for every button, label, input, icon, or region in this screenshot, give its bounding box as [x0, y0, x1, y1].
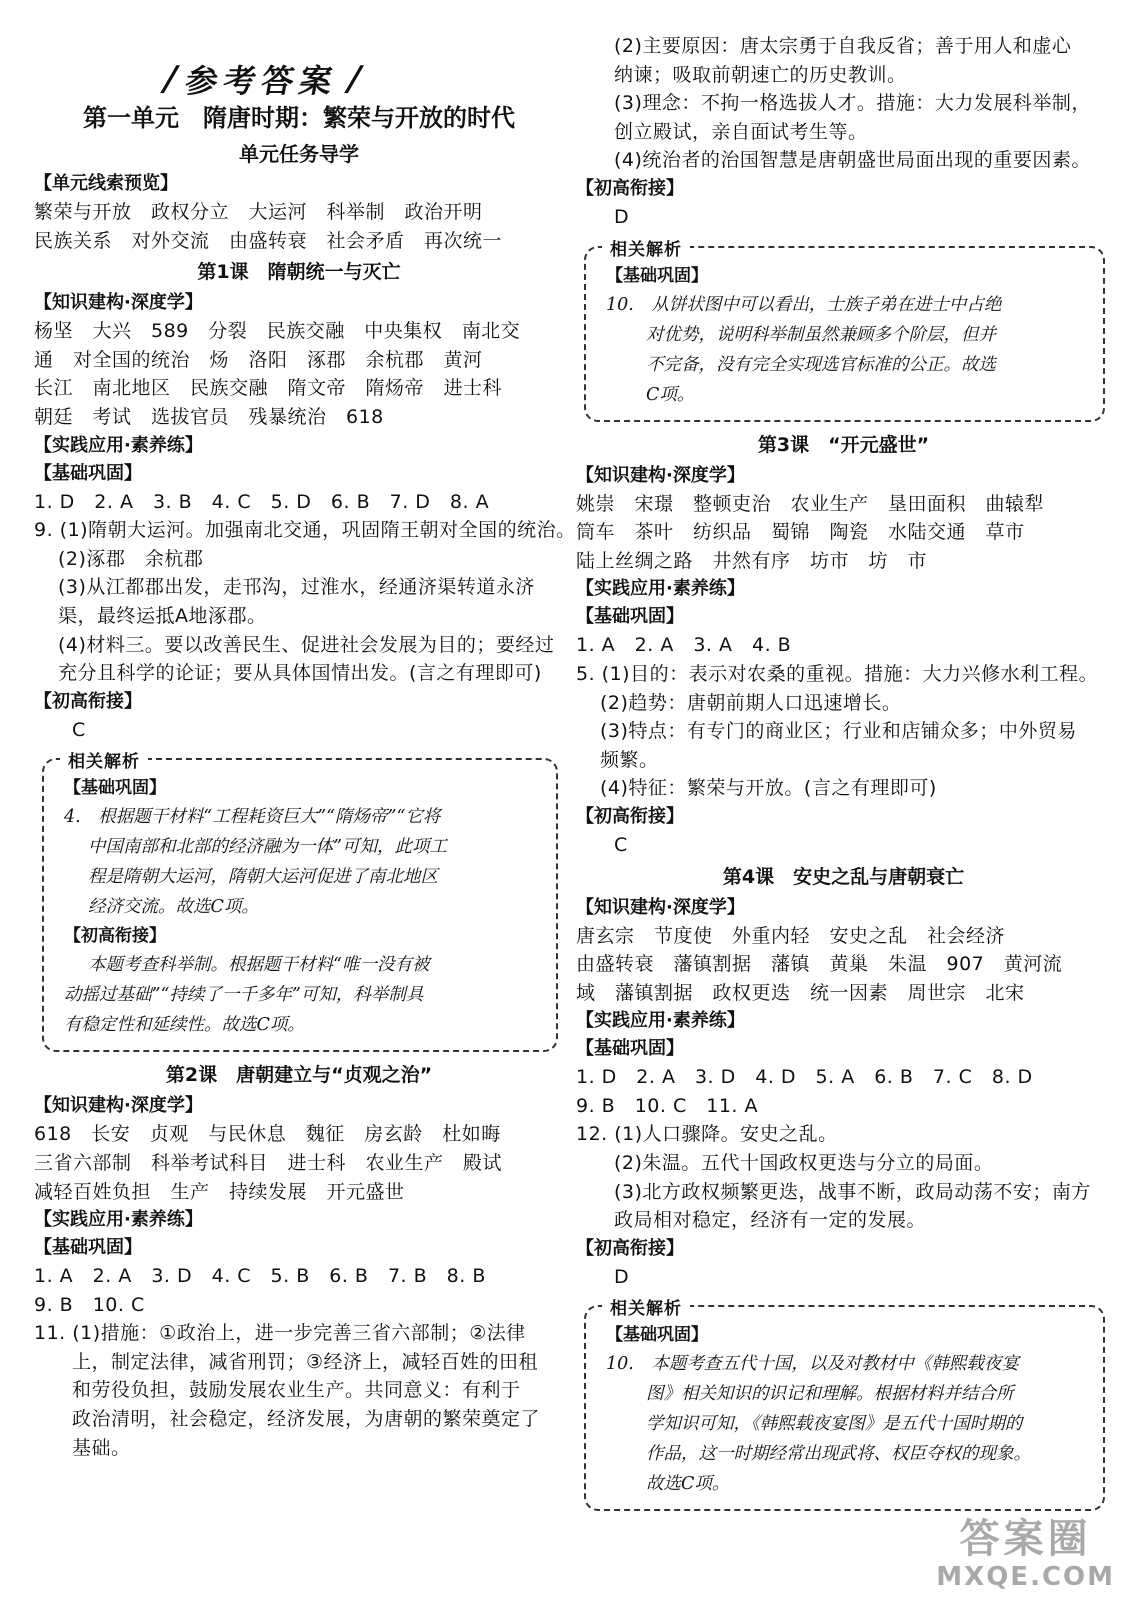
text-line: 图》相关知识的识记和理解。根据材料并结合所	[646, 1384, 1014, 1405]
text-line: 动摇过基础”“持续了一千多年”可知，科举制具	[64, 985, 424, 1006]
answer-line: C	[614, 833, 628, 856]
text-line: 杨坚 大兴 589 分裂 民族交融 中央集权 南北交	[34, 320, 521, 343]
section-header: 【单元线索预览】	[34, 173, 178, 194]
section-header: 【实践应用·素养练】	[576, 578, 745, 600]
text-line: 4. 根据题干材料“工程耗资巨大”“隋炀帝”“它将	[64, 807, 441, 828]
left-column	[34, 0, 576, 1462]
lesson-title: 第1课 隋朝统一与灭亡	[197, 261, 401, 284]
text-line: 故选C项。	[646, 1474, 730, 1495]
analysis-text	[606, 1349, 1085, 1499]
answer-line: 充分且科学的论证；要从具体国情出发。(言之有理即可)	[58, 662, 542, 685]
section-header: 【基础巩固】	[64, 778, 166, 799]
section-header: 【基础巩固】	[576, 1038, 684, 1060]
text-line: 筒车 茶叶 纺织品 蜀锦 陶瓷 水陆交通 草市	[576, 521, 1025, 544]
analysis-label: 相关解析	[602, 1294, 690, 1319]
text-line: 中国南部和北部的经济融为一体”可知，此项工	[88, 837, 447, 858]
answer-line: 纳谏；吸取前朝速亡的历史教训。	[614, 63, 907, 86]
lesson-title: 第4课 安史之乱与唐朝衰亡	[722, 865, 965, 888]
answer-line: (4)特征：繁荣与开放。(言之有理即可)	[600, 777, 937, 800]
answer-line: 1. D 2. A 3. B 4. C 5. D 6. B 7. D 8. A	[34, 490, 490, 513]
answer-line: 上，制定法律，减省刑罚；③经济上，减轻百姓的田租	[72, 1350, 539, 1373]
answer-line: 频繁。	[600, 748, 659, 771]
answer-line: 创立殿试，亲自面试考生等。	[614, 120, 868, 143]
answer-line: (3)北方政权频繁更迭，战事不断，政局动荡不安；南方	[614, 1180, 1091, 1203]
text-line: 学知识可知，《韩熙载夜宴图》是五代十国时期的	[646, 1414, 1023, 1435]
answer-line: 基础。	[72, 1436, 131, 1459]
text-line: 由盛转衰 藩镇割据 藩镇 黄巢 朱温 907 黄河流	[576, 953, 1063, 976]
answer-line: (2)涿郡 余杭郡	[58, 547, 204, 570]
answer-line: 9. (1)隋朝大运河。加强南北交通，巩固隋王朝对全国的统治。	[34, 519, 576, 542]
text-line: 经济交流。故选C项。	[88, 897, 259, 918]
answer-line: (2)趋势：唐朝前期人口迅速增长。	[600, 691, 902, 714]
right-column	[576, 32, 1111, 1517]
answer-line: (3)特点：有专门的商业区；行业和店铺众多；中外贸易	[600, 720, 1077, 743]
text-line: 减轻百姓负担 生产 持续发展 开元盛世	[34, 1180, 405, 1203]
answer-line: 9. B 10. C 11. A	[576, 1094, 758, 1117]
answer-line: (2)主要原因：唐太宗勇于自我反省；善于用人和虚心	[614, 35, 1072, 57]
section-header: 【知识建构·深度学】	[576, 896, 745, 918]
text-line: 陆上丝绸之路 井然有序 坊市 坊 市	[576, 549, 928, 572]
watermark	[936, 1516, 1115, 1592]
section-header: 【初高衔接】	[64, 926, 166, 947]
answer-banner	[34, 0, 564, 100]
section-header: 【基础巩固】	[606, 1325, 708, 1346]
section-header: 【实践应用·素养练】	[576, 1010, 745, 1032]
answer-line: (4)材料三。要以改善民生、促进社会发展为目的；要经过	[58, 633, 555, 656]
text-line: C项。	[646, 384, 695, 405]
slash-decoration-icon: /	[158, 59, 182, 99]
text-line: 通 对全国的统治 炀 洛阳 涿郡 余杭郡 黄河	[34, 348, 483, 371]
banner-title: 参考答案	[182, 62, 342, 100]
watermark-logo: 答案圈	[959, 1516, 1092, 1562]
answer-line: 1. D 2. A 3. D 4. D 5. A 6. B 7. C 8. D	[576, 1066, 1033, 1089]
section-header: 【基础巩固】	[576, 606, 684, 628]
text-line: 有稳定性和延续性。故选C项。	[64, 1015, 305, 1036]
section-header: 【基础巩固】	[34, 1237, 142, 1259]
section-header: 【基础巩固】	[606, 265, 708, 286]
answer-line: D	[614, 205, 630, 228]
text-line: 长江 南北地区 民族交融 隋文帝 隋炀帝 进士科	[34, 377, 503, 400]
analysis-box	[584, 1299, 1105, 1511]
section-header: 【初高衔接】	[576, 805, 684, 827]
answer-line: (2)朱温。五代十国政权更迭与分立的局面。	[614, 1152, 994, 1175]
text-line: 繁荣与开放 政权分立 大运河 科举制 政治开明	[34, 201, 483, 223]
text-line: 作品，这一时期经常出现武将、权臣夺权的现象。	[646, 1444, 1031, 1465]
analysis-text	[606, 290, 1085, 410]
text-line: 朝廷 考试 选拔官员 残暴统治 618	[34, 405, 384, 428]
answer-line: (4)统治者的治国智慧是唐朝盛世局面出现的重要因素。	[614, 149, 1091, 172]
answer-line: (3)从江都郡出发，走邗沟，过淮水，经通济渠转道永济	[58, 576, 535, 599]
analysis-text	[64, 950, 538, 1040]
section-header: 【知识建构·深度学】	[34, 292, 203, 314]
text-line: 10. 本题考查五代十国，以及对教材中《韩熙载夜宴	[606, 1354, 1019, 1375]
lesson-title: 第3课 “开元盛世”	[757, 433, 930, 456]
text-line: 域 藩镇割据 政权更迭 统一因素 周世宗 北宋	[576, 981, 1025, 1004]
answer-line: 政治清明，社会稳定，经济发展，为唐朝的繁荣奠定了	[72, 1408, 541, 1431]
section-header: 【知识建构·深度学】	[34, 1095, 203, 1117]
text-line: 三省六部制 科举考试科目 进士科 农业生产 殿试	[34, 1151, 503, 1174]
answer-line: 1. A 2. A 3. D 4. C 5. B 6. B 7. B 8. B	[34, 1265, 486, 1288]
section-header: 【实践应用·素养练】	[34, 434, 203, 456]
slash-decoration-icon: /	[343, 59, 367, 99]
text-line: 不完备，没有完全实现选官标准的公正。故选	[646, 354, 996, 375]
answer-line: 和劳役负担，鼓励发展农业生产。共同意义：有利于	[72, 1379, 521, 1402]
text-line: 10. 从饼状图中可以看出，士族子弟在进士中占绝	[606, 294, 1002, 315]
analysis-label: 相关解析	[602, 235, 690, 260]
unit-subtitle: 单元任务导学	[239, 142, 359, 166]
watermark-url: MXQE.COM	[936, 1562, 1115, 1592]
answer-line: 政局相对稳定，经济有一定的发展。	[614, 1209, 927, 1232]
answer-line: (3)理念：不拘一格选拔人才。措施：大力发展科举制，	[614, 92, 1091, 115]
text-line: 姚崇 宋璟 整顿吏治 农业生产 垦田面积 曲辕犁	[576, 492, 1045, 515]
text-line: 618 长安 贞观 与民休息 魏征 房玄龄 杜如晦	[34, 1123, 501, 1146]
answer-line: D	[614, 1265, 630, 1288]
answer-line: 5. (1)目的：表示对农桑的重视。措施：大力兴修水利工程。	[576, 662, 1099, 685]
analysis-box	[584, 239, 1105, 422]
section-header: 【初高衔接】	[34, 690, 142, 712]
answer-line: C	[72, 718, 86, 741]
unit-title: 第一单元 隋唐时期：繁荣与开放的时代	[83, 104, 515, 132]
answer-line: 9. B 10. C	[34, 1293, 145, 1316]
section-header: 【基础巩固】	[34, 462, 142, 484]
answer-line: 渠，最终运抵A地涿郡。	[58, 604, 267, 627]
analysis-box	[42, 752, 558, 1052]
section-header: 【初高衔接】	[576, 177, 684, 199]
analysis-label: 相关解析	[60, 747, 148, 772]
answer-line: 12. (1)人口骤降。安史之乱。	[576, 1123, 838, 1146]
text-line: 唐玄宗 节度使 外重内轻 安史之乱 社会经济	[576, 924, 1006, 947]
section-header: 【知识建构·深度学】	[576, 464, 745, 486]
lesson-title: 第2课 唐朝建立与“贞观之治”	[165, 1064, 433, 1087]
answer-line: 1. A 2. A 3. A 4. B	[576, 634, 792, 657]
text-line: 对优势，说明科举制虽然兼顾多个阶层，但并	[646, 324, 996, 345]
answer-line: 11. (1)措施：①政治上，进一步完善三省六部制；②法律	[34, 1322, 526, 1345]
section-header: 【实践应用·素养练】	[34, 1209, 203, 1231]
text-line: 本题考查科举制。根据题干材料“唯一没有被	[88, 955, 430, 976]
text-line: 程是隋朝大运河，隋朝大运河促进了南北地区	[88, 867, 438, 888]
text-line: 民族关系 对外交流 由盛转衰 社会矛盾 再次统一	[34, 229, 503, 252]
section-header: 【初高衔接】	[576, 1237, 684, 1259]
analysis-text	[64, 802, 538, 922]
